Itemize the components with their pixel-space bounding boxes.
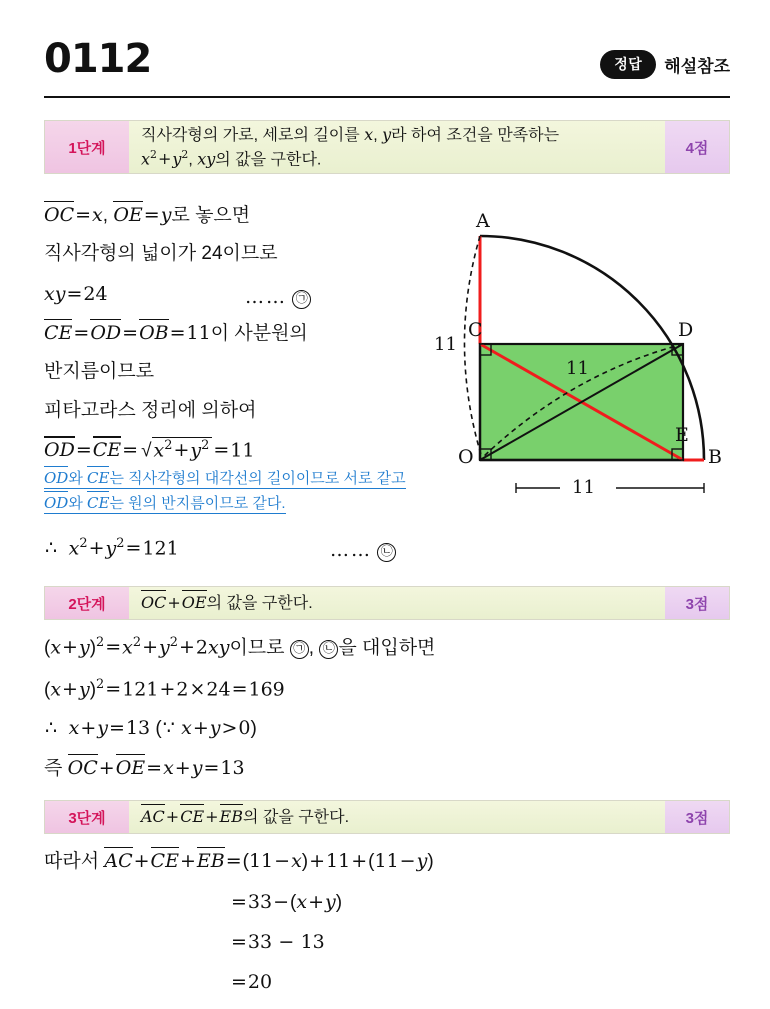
s2-line4: 즉 OC+OE=x+y=13: [44, 757, 245, 779]
s3-line4: =20: [231, 971, 273, 993]
step-2-bar: [44, 586, 730, 620]
s1-line6: 피타고라스 정리에 의하여: [44, 400, 257, 421]
step-3-points: 3점: [665, 801, 729, 833]
s1-line1: OC=x, OE=y로 놓으면: [44, 204, 251, 226]
s3-line3: =33 − 13: [231, 931, 325, 953]
figure-measure-bottom: 11: [572, 477, 595, 498]
figure-label-O: O: [458, 446, 474, 468]
step-2-points: 3점: [665, 587, 729, 619]
step-1-label: 1단계: [45, 121, 129, 173]
s1-line8-tag: …… ㉡: [330, 539, 396, 563]
figure-measure-diagonal: 11: [566, 358, 589, 379]
header-divider: [44, 96, 730, 98]
figure-label-B: B: [708, 446, 722, 468]
figure-label-E: E: [675, 424, 689, 446]
step-2-label: 2단계: [45, 587, 129, 619]
step-3-description: AC+CE+EB의 값을 구한다.: [129, 801, 665, 833]
geometry-figure: [420, 196, 740, 526]
s2-line2: $(x+y)^2=121+2\times 24=169$: [44, 677, 285, 701]
step-2-description: OC+OE의 값을 구한다.: [129, 587, 665, 619]
s1-line4: CE=OD=OB=11이 사분원의: [44, 322, 308, 344]
s1-line2: 직사각형의 넓이가 24이므로: [44, 243, 278, 264]
figure-measure-left: 11: [434, 334, 457, 355]
s1-line3: xy=24: [44, 283, 108, 305]
s1-line8: ∴ $x^2+y^2=121$: [45, 536, 179, 560]
problem-number: 0112: [44, 36, 152, 82]
step-1-description: 직사각형의 가로, 세로의 길이를 x, y라 하여 조건을 만족하는 $x^2+y^2$, xy의 값을 구한다.: [129, 121, 665, 173]
figure-label-C: C: [468, 319, 483, 341]
s1-note-2: OD와 CE는 원의 반지름이므로 같다.: [44, 494, 286, 512]
figure-label-A: A: [476, 210, 490, 232]
step-1-bar: [44, 120, 730, 174]
s1-line7: OD=CE= √ $x^2+y^2 =11$: [44, 438, 255, 462]
answer-label: 해설참조: [664, 57, 730, 76]
answer-group: [600, 50, 730, 79]
figure-label-D: D: [678, 319, 694, 341]
step-1-points: 4점: [665, 121, 729, 173]
s2-line1: $(x+y)^2=x^2+y^2+2xy$이므로 ㉠ , ㉡ 을 대입하면: [44, 635, 436, 659]
s1-line5: 반지름이므로: [44, 361, 155, 382]
s1-line3-tag: …… ㉠: [245, 286, 311, 310]
answer-badge: 정답: [600, 50, 656, 79]
s1-note-1: OD와 CE는 직사각형의 대각선의 길이이므로 서로 같고: [44, 469, 406, 487]
s2-line3: ∴ x+y=13 (∵ x+y>0): [45, 717, 257, 739]
page-header: [44, 36, 730, 92]
s3-line1: 따라서 AC+CE+EB=(11−x)+11+(11−y): [44, 850, 434, 872]
s3-line2: =33−(x+y): [231, 891, 343, 913]
step-3-label: 3단계: [45, 801, 129, 833]
step-3-bar: [44, 800, 730, 834]
